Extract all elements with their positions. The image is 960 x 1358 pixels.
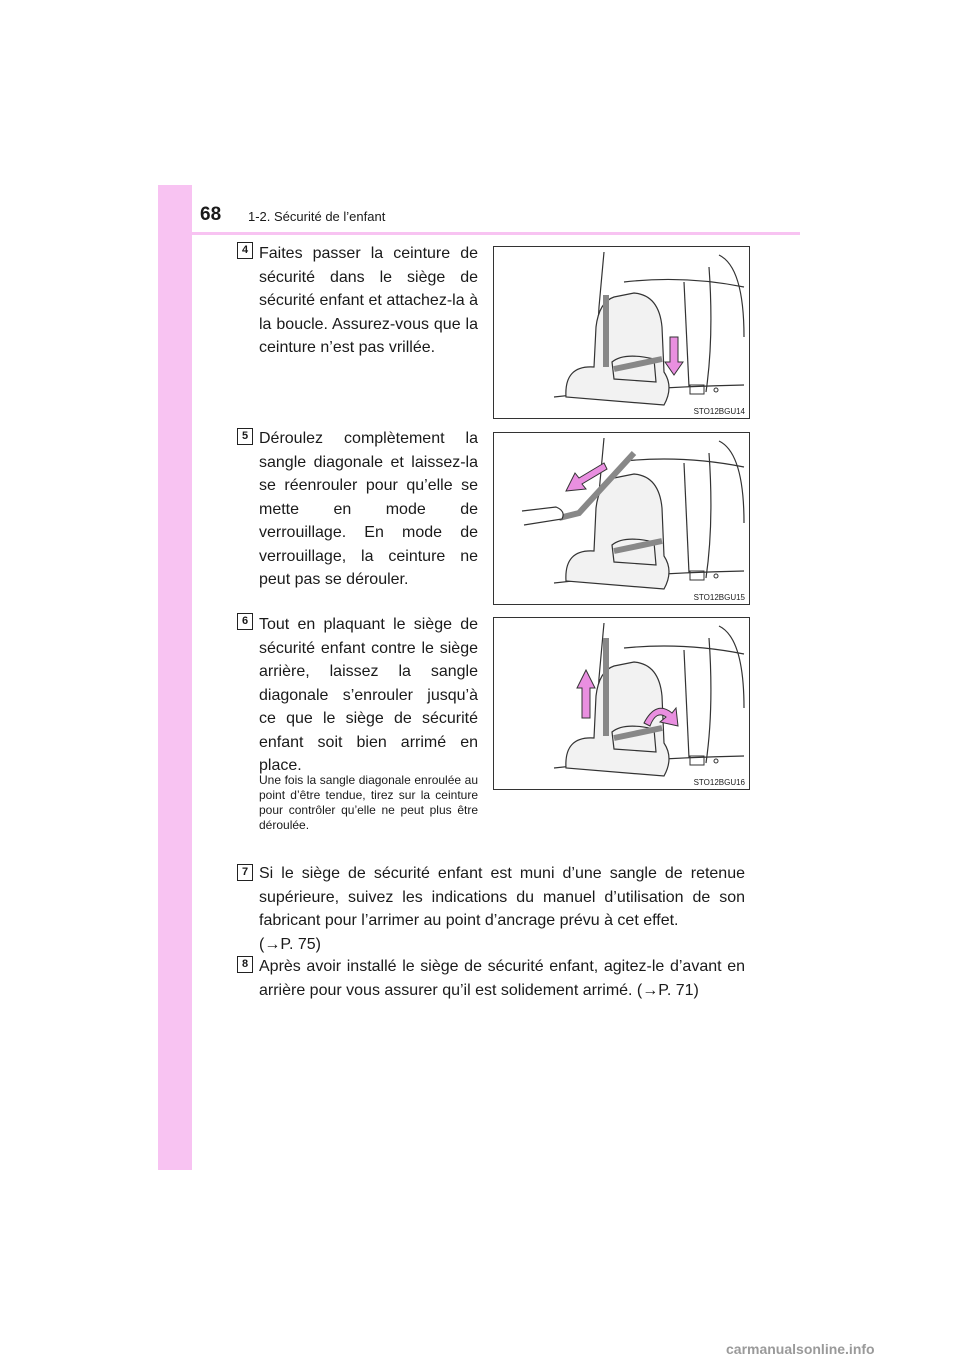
child-seat-buckle-illustration (494, 247, 749, 418)
child-seat-retract-illustration (494, 618, 749, 789)
figure-step-5 (493, 432, 750, 605)
step-7-reference: (→P. 75) (259, 935, 321, 953)
figure-code: STO12BGU15 (693, 593, 745, 602)
section-title: 1-2. Sécurité de l’enfant (248, 209, 386, 224)
step-6-text: Tout en plaquant le siège de sécurité enfant contre le siège arrière, laissez la sangle diagonale s’enrouler jusqu’à ce que le siège de sécurité enfant soit bien arrimé en place. (259, 616, 478, 774)
step-4-badge: 4 (237, 242, 253, 259)
step-5-text: Déroulez complètement la sangle diagonale et laissez-la se réenrouler pour qu’elle se mette en mode de verrouillage. En mode de verrouillage, la ceinture ne peut pas se dérouler. (259, 430, 478, 588)
step-7-body: Si le siège de sécurité enfant est muni d’une sangle de retenue supérieure, suivez les indications du manuel d’utilisation de son fabricant pour l’arrimer au point d’ancrage prévu à cet effet. (259, 865, 745, 929)
child-seat-pull-belt-illustration (494, 433, 749, 604)
step-6-badge: 6 (237, 613, 253, 630)
step-8-text: Après avoir installé le siège de sécurité enfant, agitez-le d’avant en arrière pour vous assurer qu’il est solidement arrimé. (→P. 71) (259, 958, 745, 999)
watermark: carmanualsonline.info (726, 1341, 875, 1357)
figure-code: STO12BGU16 (693, 778, 745, 787)
step-4-text: Faites passer la ceinture de sécurité dans le siège de sécurité enfant et attachez-la à la boucle. Assurez-vous que la ceinture n’est pas vrillée. (259, 245, 478, 356)
page-number: 68 (200, 204, 222, 225)
step-5-badge: 5 (237, 428, 253, 445)
figure-step-4 (493, 246, 750, 419)
figure-code: STO12BGU14 (693, 407, 745, 416)
sidebar-tab (158, 185, 192, 1170)
header-divider (158, 232, 800, 235)
step-7-text (259, 862, 745, 956)
figure-step-6 (493, 617, 750, 790)
step-7-badge: 7 (237, 864, 253, 881)
step-8-badge: 8 (237, 956, 253, 973)
step-6-note: Une fois la sangle diagonale enroulée au point d’être tendue, tirez sur la ceinture pour contrôler qu’elle ne peut plus être déroulée. (259, 773, 478, 832)
